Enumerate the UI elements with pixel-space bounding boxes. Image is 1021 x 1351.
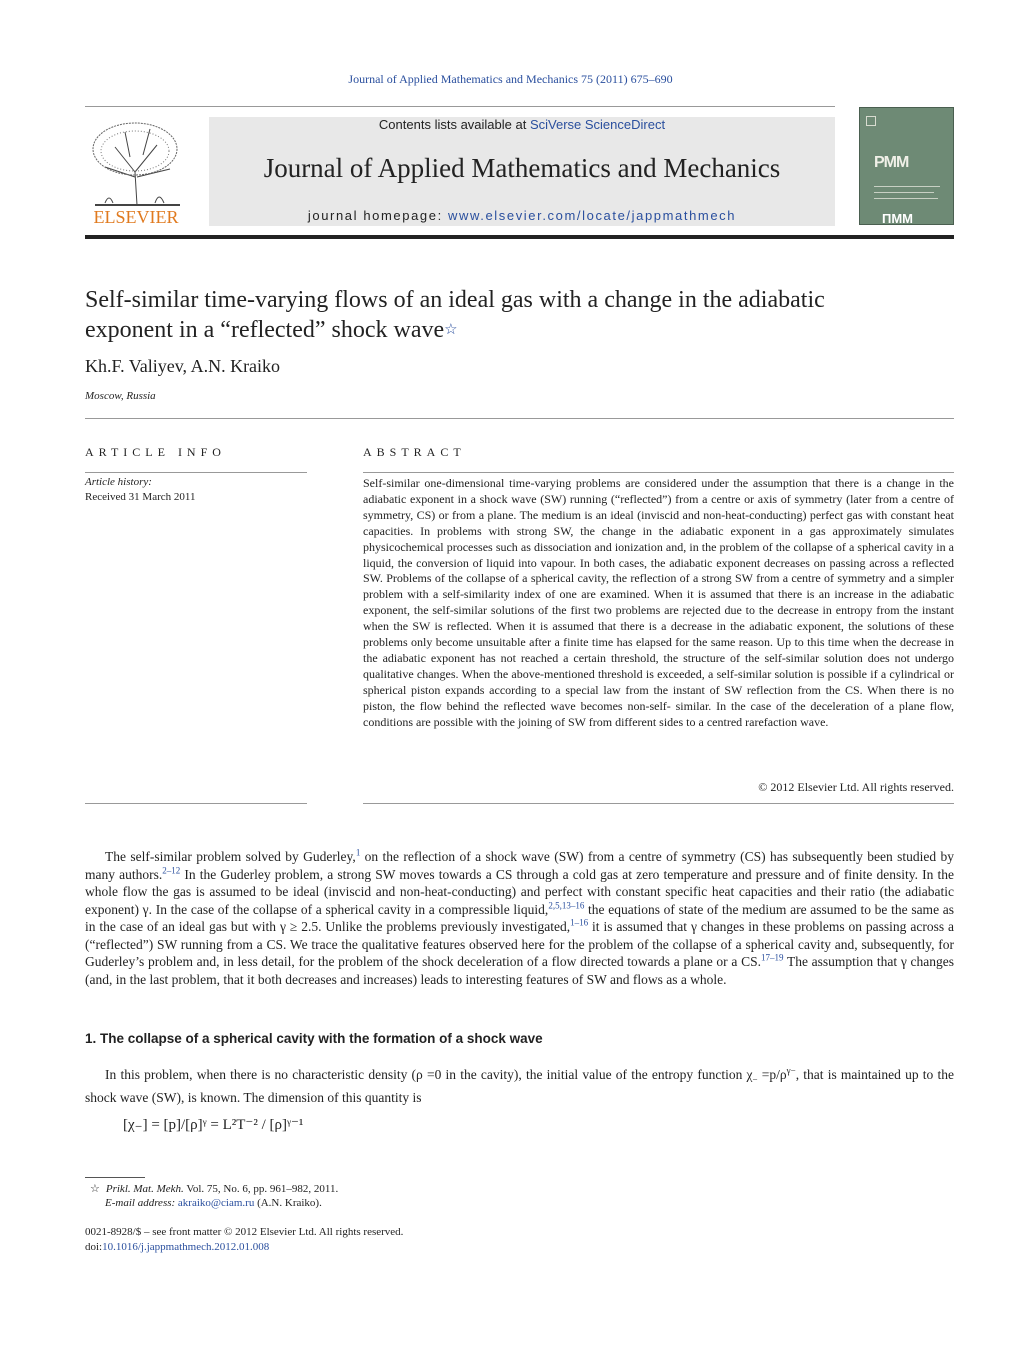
dimension-equation: [χ₋] = [p]/[ρ]ᵞ = L²T⁻² / [ρ]ᵞ⁻¹ bbox=[123, 1117, 304, 1133]
footnote-email: E-mail address: akraiko@ciam.ru (A.N. Kraiko). bbox=[105, 1197, 322, 1209]
journal-reference[interactable]: Journal of Applied Mathematics and Mechanics 75 (2011) 675–690 bbox=[348, 72, 673, 86]
contents-line: Contents lists available at SciVerse ScienceDirect bbox=[378, 117, 666, 132]
article-title: Self-similar time-varying flows of an ideal gas with a change in the adiabatic exponent in a “reflected” shock wave☆ bbox=[85, 287, 825, 343]
cover-title: PMM bbox=[874, 154, 909, 171]
title-footnote-star[interactable]: ☆ bbox=[444, 322, 458, 338]
elsevier-wordmark: ELSEVIER bbox=[93, 207, 179, 227]
header-rule bbox=[85, 106, 835, 107]
article-info-heading: ARTICLE INFO bbox=[85, 445, 226, 459]
article-info-bottom-rule bbox=[85, 803, 307, 804]
footnote-star: ☆ bbox=[90, 1183, 100, 1195]
cover-bottom-title: ПММ bbox=[882, 211, 914, 225]
title-rule bbox=[85, 418, 954, 419]
abstract-bottom-rule bbox=[363, 803, 954, 804]
abstract-copyright: © 2012 Elsevier Ltd. All rights reserved. bbox=[758, 780, 954, 794]
cover-emblem-icon bbox=[866, 116, 876, 126]
citation-link[interactable]: 2,5,13–16 bbox=[548, 900, 585, 910]
sciencedirect-link[interactable]: SciVerse ScienceDirect bbox=[529, 117, 666, 132]
abstract-text: Self-similar one-dimensional time-varying problems are considered under the assumption that there is a change in the adiabatic exponent in a shock wave (SW) running (“reflected”) from a centre or axis of symmetry (later from a centre of symmetry, CS) or from a plane. The medium is an ideal (inviscid and non-heat-conducting) perfect gas with constant heat capacities. In problems with strong SW, the change in the adiabatic exponent in a gas approximately simulates physicochemical processes such as dissociation and ionization and, in the problem of the collapse of a spherical cavity in a liquid, the conversion of liquid into vapour. In both cases, the adiabatic exponent decreases on passing across a reflected SW. Problems of the collapse of a spherical cavity, the reflection of a strong SW from a centre of symmetry and a simpler problem with a self-similarity index of one are examined. When it is assumed that there is an increase in the adiabatic exponent, the self-similar solutions of the first two problems are rejected due to the decrease in entropy from the instant when the SW is reflected. When it is assumed that there is a decrease in the adiabatic exponent, the solutions of these problems only become unsuitable after a finite time has elapsed for the same reason. Up to this time when the decrease in the adiabatic exponent has not reached a certain threshold, the structure of the self-similar solution does not undergo qualitative changes. When the above-mentioned threshold is exceeded, a self-similar solution is possible if a cylindrical or spherical piston expands according to a special law from the instant of SW reflection from the CS. When there is no piston, the flow behind the reflected wave becomes non-self- similar. In the case of the deceleration of a plane flow, conditions are possible with the joining of SW from different sides to a centred rarefaction wave. bbox=[363, 476, 954, 729]
author-email-link[interactable]: akraiko@ciam.ru bbox=[177, 1197, 255, 1209]
citation-link[interactable]: 1–16 bbox=[570, 917, 589, 928]
article-history-label: Article history: bbox=[85, 476, 152, 488]
article-info-rule bbox=[85, 472, 307, 473]
journal-masthead bbox=[209, 117, 835, 226]
journal-title: Journal of Applied Mathematics and Mechanics bbox=[263, 153, 781, 183]
journal-homepage-link[interactable]: www.elsevier.com/locate/jappmathmech bbox=[448, 208, 737, 223]
footnote-rule bbox=[85, 1177, 145, 1178]
citation-link[interactable]: 17–19 bbox=[760, 952, 784, 963]
doi-line: doi:10.1016/j.jappmathmech.2012.01.008 bbox=[85, 1241, 270, 1253]
received-date: Received 31 March 2011 bbox=[85, 491, 196, 503]
section-1-paragraph: In this problem, when there is no characteristic density (ρ =0 in the cavity), the initial value of the entropy function $\chi_- =p/\rho^{\gamma-}$, that is maintained up to the shock wave (SW), is known. The dimension of this quantity is bbox=[85, 1065, 954, 1106]
authors: Kh.F. Valiyev, A.N. Kraiko bbox=[85, 356, 281, 376]
header-thick-rule bbox=[85, 235, 954, 239]
affiliation: Moscow, Russia bbox=[85, 390, 156, 402]
introduction-paragraph: The self-similar problem solved by Guderley,$^1$ on the reflection of a shock wave (SW) from a centre of symmetry (CS) has subsequently been studied by many authors.$^{2-12}$ In the Guderley problem, a strong SW moves towards a CS through a cold gas at zero temperature and pressure and of finite density. In the whole flow the gas is assumed to be ideal (inviscid and non-heat-conducting) and perfect with constant specific heat capacities and their ratio (the adiabatic exponent) γ. In the case of the collapse of a spherical cavity in a compressible liquid,$^{2,5,13-16}$ the equations of state of the medium are assumed to be the same as in the case of an ideal gas but with γ ≥ 2.5. Unlike the problems previously investigated,$^{1-16}$ it is assumed that γ changes in these problems on passing across a (“reflected”) SW running from a CS. We trace the qualitative features observed here for the problem of the collapse of a spherical cavity and, subsequently, for Guderley’s problem and, in less detail, for the problem of the shock deceleration of a flow directed towards a plane or a CS.$^{17-19}$ The assumption that γ changes (and, in the last problem, that it both decreases and increases) leads to interesting features of SW and flows as a whole. bbox=[85, 847, 955, 987]
citation-link[interactable]: 2–12 bbox=[162, 865, 181, 875]
issn-line: 0021-8928/$ – see front matter © 2012 Elsevier Ltd. All rights reserved. bbox=[85, 1226, 404, 1238]
elsevier-tree-logo bbox=[85, 117, 188, 227]
abstract-heading: ABSTRACT bbox=[363, 445, 466, 459]
abstract-rule bbox=[363, 472, 954, 473]
journal-cover-thumbnail[interactable] bbox=[859, 107, 954, 225]
citation-link[interactable]: 1 bbox=[355, 847, 361, 858]
section-1-heading: 1. The collapse of a spherical cavity with the formation of a shock wave bbox=[85, 1031, 543, 1046]
footnote-source: ☆ Prikl. Mat. Mekh. Vol. 75, No. 6, pp. 961–982, 2011. bbox=[90, 1183, 339, 1195]
doi-link[interactable]: 10.1016/j.jappmathmech.2012.01.008 bbox=[102, 1241, 270, 1253]
homepage-line: journal homepage: www.elsevier.com/locate/jappmathmech bbox=[307, 208, 737, 223]
